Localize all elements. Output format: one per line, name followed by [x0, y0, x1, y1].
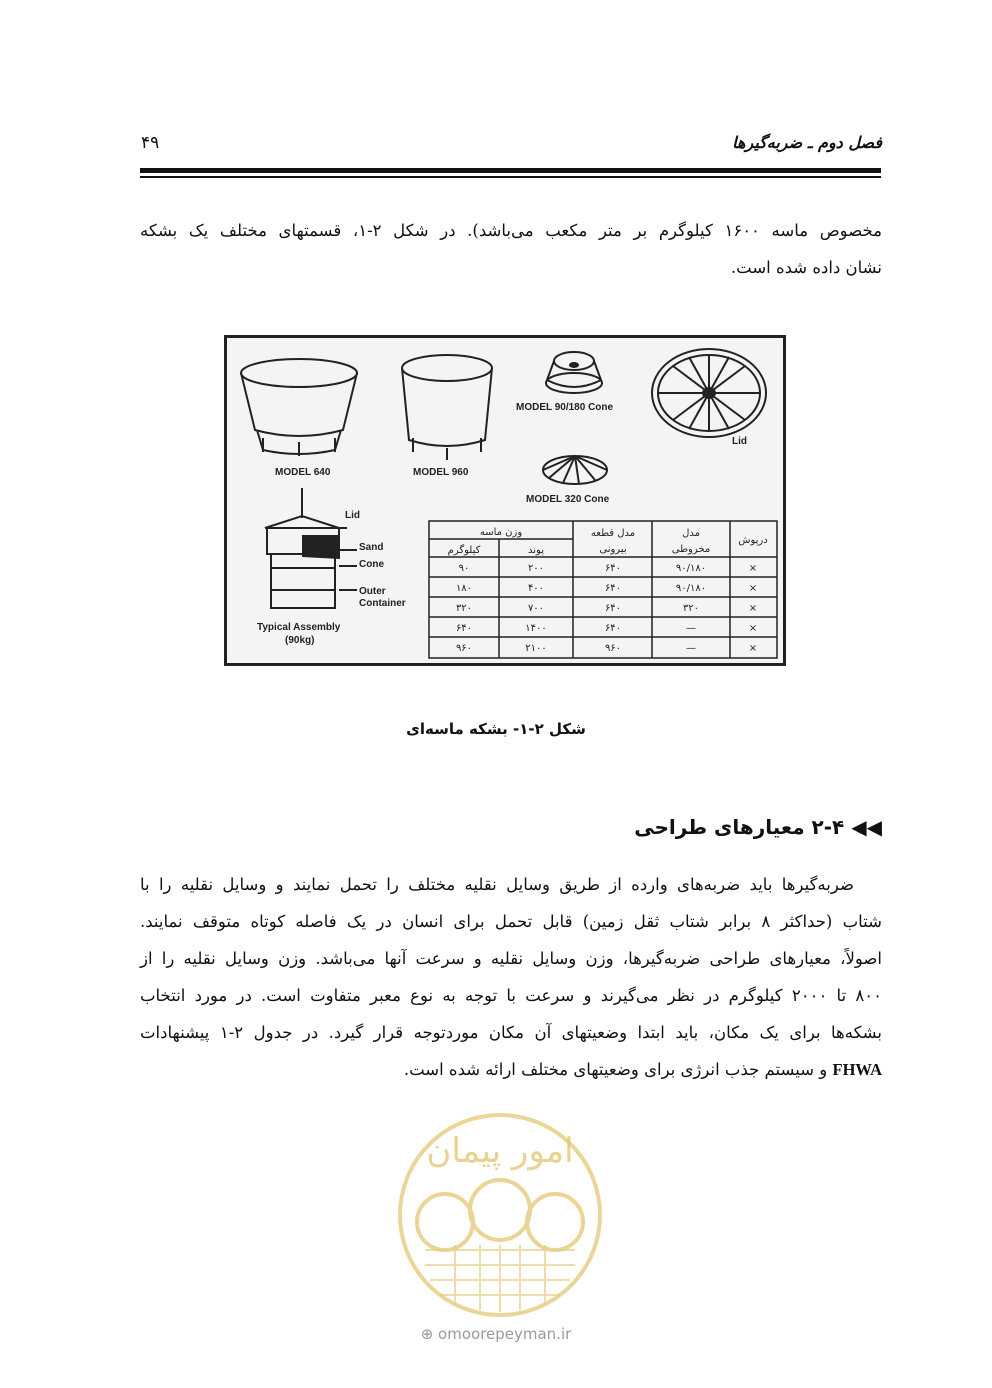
watermark-logo-text: امور پیمان	[426, 1131, 574, 1171]
typical-assembly	[265, 488, 357, 608]
table-cell-cone: ۹۰/۱۸۰	[675, 583, 707, 594]
table-cell-lb: ۷۰۰	[527, 603, 545, 614]
body-line-2: شتاب (حداکثر ۸ برابر شتاب ثقل زمین) قابل تحمل برای انسان در یک فاصله کوتاه متوقف نمایند.	[140, 912, 882, 931]
lid-wheel	[652, 349, 766, 437]
cone-320-label: MODEL 320 Cone	[526, 494, 610, 505]
cone-90-180-label: MODEL 90/180 Cone	[516, 402, 614, 413]
table-cell-cover: ×	[748, 563, 758, 574]
sand-weight-table	[429, 521, 777, 658]
table-cell-cone: ۹۰/۱۸۰	[675, 563, 707, 574]
watermark-url	[0, 1325, 992, 1343]
table-cell-kg: ۳۲۰	[455, 603, 473, 614]
table-header-cover: درپوش	[738, 535, 768, 546]
table-cell-cone: ۳۲۰	[682, 603, 700, 614]
model-640-label: MODEL 640	[275, 467, 331, 478]
table-header-outer-1: مدل قطعه	[590, 528, 636, 539]
body-line-6-rest: و سیستم جذب انرژی برای وضعیتهای مختلف ارائه شده است.	[403, 1060, 833, 1079]
table-cell-outer: ۶۴۰	[604, 563, 622, 574]
body-line-6	[140, 1051, 882, 1088]
table-header-kg: کیلوگرم	[447, 545, 481, 556]
table-cell-lb: ۲۱۰۰	[525, 643, 547, 654]
cone-320	[543, 456, 607, 484]
table-cell-lb: ۴۰۰	[527, 583, 545, 594]
table-cell-kg: ۹۰	[458, 563, 470, 574]
assembly-cone-label: Cone	[359, 559, 384, 570]
header-rule-thick	[140, 168, 881, 173]
assembly-sand-label: Sand	[359, 542, 384, 553]
typical-assembly-weight: (90kg)	[285, 635, 315, 646]
table-cell-lb: ۲۰۰	[527, 563, 545, 574]
table-header-lb: پوند	[528, 545, 544, 556]
table-header-sand: وزن ماسه	[479, 527, 523, 538]
intro-line-2: نشان داده شده است.	[730, 258, 882, 277]
table-cell-cover: ×	[748, 623, 758, 634]
assembly-container-label: Container	[359, 598, 406, 609]
table-cell-cover: ×	[748, 643, 758, 654]
body-paragraph	[140, 866, 882, 1088]
model-960-barrel	[402, 355, 492, 460]
intro-line-1: مخصوص ماسه ۱۶۰۰ کیلوگرم بر متر مکعب می‌باشد). در شکل ۲-۱، قسمتهای مختلف یک بشکه	[140, 221, 883, 240]
table-cell-outer: ۹۶۰	[604, 643, 622, 654]
table-cell-outer: ۶۴۰	[604, 583, 622, 594]
watermark-globe-icon: ⊕	[420, 1325, 434, 1343]
table-cell-outer: ۶۴۰	[604, 623, 622, 634]
sand-barrel-figure	[224, 335, 786, 666]
table-header-cone-2: مخروطی	[671, 544, 711, 555]
body-line-4: ۸۰۰ تا ۲۰۰۰ کیلوگرم در نظر می‌گیرند و سرعت با توجه به نوع معبر متفاوت است. در مورد انتخاب	[140, 986, 882, 1005]
model-960-label: MODEL 960	[413, 467, 469, 478]
table-cell-kg: ۶۴۰	[455, 623, 473, 634]
table-header-cone-1: مدل	[682, 528, 700, 539]
page-number: ۴۹	[141, 133, 160, 153]
section-marker-icon: ◀◀	[851, 815, 882, 839]
typical-assembly-label: Typical Assembly	[257, 622, 341, 633]
header-rule-thin	[140, 176, 881, 178]
intro-paragraph	[140, 212, 882, 286]
table-cell-cone: —	[686, 643, 696, 654]
table-header-outer-2: بیرونی	[599, 544, 627, 555]
figure-caption: شکل ۲-۱- بشکه ماسه‌ای	[406, 720, 586, 738]
watermark-url-text: omoorepeyman.ir	[438, 1325, 572, 1343]
table-cell-outer: ۶۴۰	[604, 603, 622, 614]
body-line-3: اصولاً، معیارهای طراحی ضربه‌گیرها، وزن وسایل نقلیه و سرعت آنها می‌باشد. وزن وسایل نقلیه را از	[140, 949, 882, 968]
chapter-header: فصل دوم ـ ضربه‌گیرها	[732, 133, 882, 152]
watermark-logo	[385, 1100, 615, 1330]
figure-drawing	[227, 338, 783, 663]
fhwa-term: FHWA	[832, 1060, 882, 1079]
table-cell-cover: ×	[748, 583, 758, 594]
table-cell-lb: ۱۴۰۰	[525, 623, 547, 634]
cone-90-180	[546, 352, 602, 393]
body-line-1: ضربه‌گیرها باید ضربه‌های وارده از طریق وسایل نقلیه مختلف را تحمل نمایند و وسایل نقلیه را با	[140, 875, 854, 894]
watermark-emblem-icon	[385, 1100, 615, 1330]
section-heading	[634, 815, 882, 839]
table-cell-kg: ۹۶۰	[455, 643, 473, 654]
assembly-lid-label: Lid	[345, 510, 360, 521]
table-cell-cone: —	[686, 623, 696, 634]
table-cell-cover: ×	[748, 603, 758, 614]
assembly-outer-label: Outer	[359, 586, 386, 597]
body-line-5: بشکه‌ها برای یک مکان، باید ابتدا وضعیتهای آن مکان موردتوجه قرار گیرد. در جدول ۲-۱ پیشنهادات	[140, 1023, 882, 1042]
table-cell-kg: ۱۸۰	[455, 583, 473, 594]
lid-label-top: Lid	[732, 436, 747, 447]
section-title: ۲-۴ معیارهای طراحی	[634, 815, 845, 839]
model-640-barrel	[241, 359, 357, 456]
